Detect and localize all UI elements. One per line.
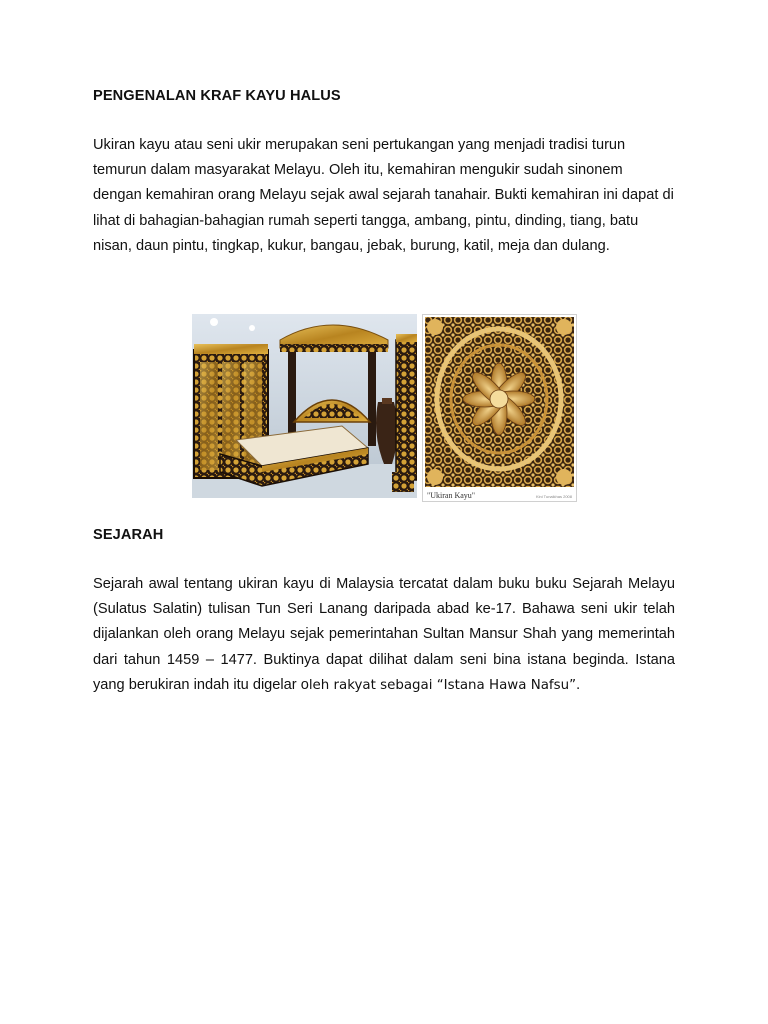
history-paragraph-tail: leh rakyat sebagai “Istana Hawa Nafsu”. — [308, 677, 581, 693]
carved-bed-illustration — [192, 314, 417, 498]
carved-panel-illustration — [423, 315, 576, 489]
carved-bed-photo — [192, 314, 417, 498]
carved-panel-photo — [422, 314, 577, 502]
history-paragraph — [93, 572, 675, 698]
section-heading-introduction: PENGENALAN KRAF KAYU HALUS — [93, 88, 341, 104]
panel-credit: Kini Tunaikhas 2008 — [535, 494, 572, 499]
introduction-paragraph: Ukiran kayu atau seni ukir merupakan seni pertukangan yang menjadi tradisi turun temurun dalam masyarakat Melayu. Oleh itu, kemahiran mengukir sudah sinonem dengan kemahiran orang Melayu sejak awal sejarah tanahair. Bukti kemahiran ini dapat di lihat di bahagian-bahagian rumah seperti tangga, ambang, pintu, dinding, tiang, batu nisan, daun pintu, tingkap, kukur, bangau, jebak, burung, katil, meja dan dulang. — [93, 137, 674, 254]
panel-caption: "Ukiran Kayu" — [427, 491, 476, 500]
section-heading-history: SEJARAH — [93, 527, 164, 543]
history-paragraph-main: Sejarah awal tentang ukiran kayu di Malaysia tercatat dalam buku buku Sejarah Melayu (Sulatus Salatin) tulisan Tun Seri Lanang daripada abad ke-17. Bahawa seni ukir telah dijalankan oleh orang Melayu sejak pemerintahan Sultan Mansur Shah yang memerintah dari tahun 1459 – 1477. Buktinya dapat dilihat dalam seni bina istana beginda. Istana yang berukiran indah itu digelar o — [93, 576, 675, 693]
